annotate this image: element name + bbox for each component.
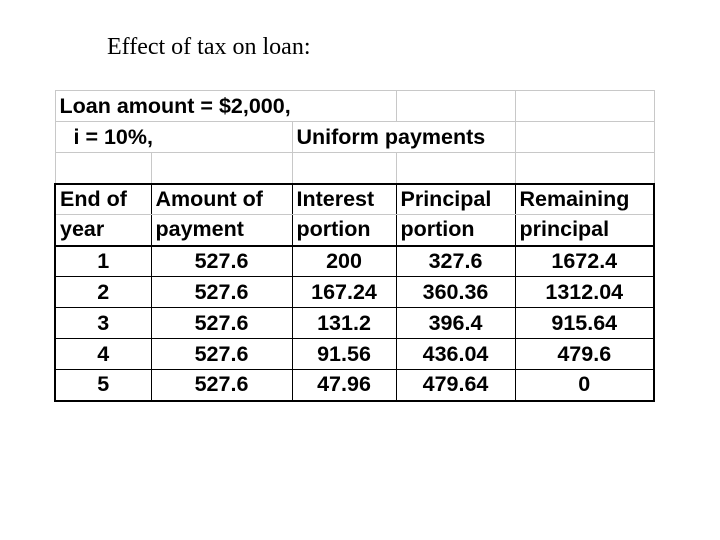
table-row [55,370,654,401]
payment-cell: 527.6 [151,246,292,277]
header-cell: year [55,215,151,246]
year-cell: 2 [55,277,151,308]
payment-cell: 527.6 [151,308,292,339]
loan-amount-cell: Loan amount = $2,000, [55,91,396,122]
year-cell: 5 [55,370,151,401]
table-row [55,277,654,308]
info-row-2 [55,122,654,153]
header-cell: End of [55,184,151,215]
table-row [55,308,654,339]
remaining-cell: 479.6 [515,339,654,370]
header-cell: principal [515,215,654,246]
interest-cell: 200 [292,246,396,277]
remaining-cell: 0 [515,370,654,401]
interest-rate-cell: i = 10%, [55,122,292,153]
interest-cell: 47.96 [292,370,396,401]
info-row-1 [55,91,654,122]
empty-cell [396,91,515,122]
payment-cell: 527.6 [151,370,292,401]
blank-row [55,153,654,184]
principal-cell: 360.36 [396,277,515,308]
empty-cell [292,153,396,184]
principal-cell: 479.64 [396,370,515,401]
payment-cell: 527.6 [151,339,292,370]
remaining-cell: 1312.04 [515,277,654,308]
empty-cell [55,153,151,184]
interest-cell: 91.56 [292,339,396,370]
remaining-cell: 915.64 [515,308,654,339]
empty-cell [515,91,654,122]
principal-cell: 327.6 [396,246,515,277]
empty-cell [151,153,292,184]
table-row [55,339,654,370]
principal-cell: 396.4 [396,308,515,339]
interest-cell: 131.2 [292,308,396,339]
header-cell: Principal [396,184,515,215]
header-cell: Amount of [151,184,292,215]
header-cell: portion [396,215,515,246]
empty-cell [515,153,654,184]
header-cell: Interest [292,184,396,215]
remaining-cell: 1672.4 [515,246,654,277]
empty-cell [515,122,654,153]
year-cell: 3 [55,308,151,339]
header-cell: Remaining [515,184,654,215]
uniform-payments-cell: Uniform payments [292,122,515,153]
year-cell: 1 [55,246,151,277]
empty-cell [396,153,515,184]
slide-title: Effect of tax on loan: [107,34,311,60]
header-row-2 [55,215,654,246]
payment-cell: 527.6 [151,277,292,308]
header-cell: payment [151,215,292,246]
table-row [55,246,654,277]
interest-cell: 167.24 [292,277,396,308]
header-row-1 [55,184,654,215]
header-cell: portion [292,215,396,246]
year-cell: 4 [55,339,151,370]
loan-table [54,90,655,402]
principal-cell: 436.04 [396,339,515,370]
